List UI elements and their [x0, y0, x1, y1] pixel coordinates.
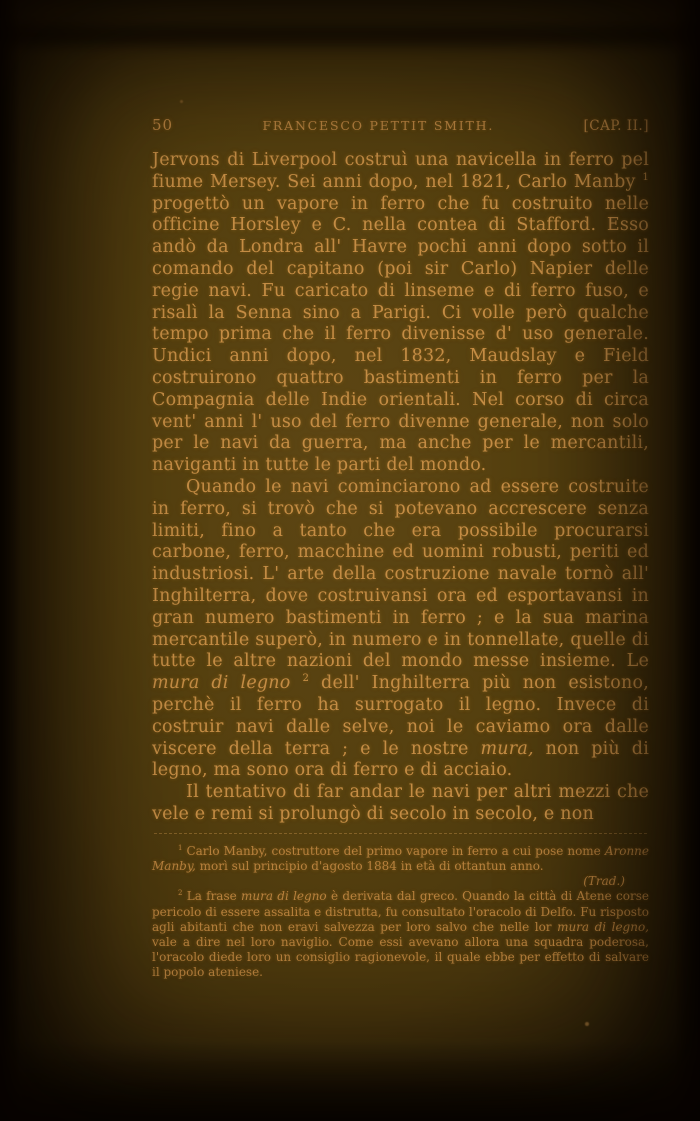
footnote-1: $^1$ Carlo Manby, costruttore del primo vapore in ferro a cui pose nome Aronne Manby, morì sul principio d'agosto 1884 in età di ottantun anno. — [152, 843, 649, 873]
scan-speck — [585, 1022, 589, 1026]
scan-artifact-right-band — [674, 0, 700, 1121]
body-paragraph: Il tentativo di far andar le navi per altri mezzi che vele e remi si prolungò di secolo in secolo, e non — [152, 782, 649, 824]
footnotes-section — [152, 844, 649, 981]
translator-mark: (Trad.) — [583, 874, 625, 889]
page-number: 50 — [152, 116, 174, 134]
footnote-divider — [154, 833, 647, 834]
body-paragraph: Quando le navi cominciarono ad essere costruite in ferro, si trovò che si potevano accrescere senza limiti, fino a tanto che era possibile procurarsi carbone, ferro, macchine ed uomini robusti, periti ed industriosi. L' arte della costruzione navale tornò all' Inghilterra, dove costruivansi ora ed esportavansi in gran numero bastimenti in ferro ; e la sua marina mercantile superò, in numero e in tonnellate, quelle di tutte le altre nazioni del mondo messe insieme. Le mura di legno $^2$ dell' Inghilterra più non esistono, perchè il ferro ha surrogato il legno. Invece di costruir navi dalle selve, noi le caviamo ora dalle viscere della terra ; e le nostre mura, non più di legno, ma sono ora di ferro e di acciaio. — [152, 476, 649, 781]
chapter-label: [CAP. II.] — [583, 118, 649, 134]
scan-artifact-left-band — [0, 0, 20, 1121]
body-text — [152, 150, 649, 826]
page-header — [152, 116, 649, 134]
page-content — [152, 116, 649, 981]
footnote-2: $^2$ La frase mura di legno è derivata dal greco. Quando la città di Atene corse pericolo di essere assalita e distrutta, fu consultato l'oracolo di Delfo. Fu risposto agli abitanti che non eravi salvezza per loro salvo che nelle lor mura di legno, vale a dire nel loro naviglio. Come essi avevano allora una squadra poderosa, l'oracolo diede loro un consiglio ragionevole, il quale ebbe per effetto di salvare il popolo ateniese. — [152, 889, 649, 980]
running-title: FRANCESCO PETTIT SMITH. — [262, 118, 495, 133]
scan-artifact-bottom-band — [0, 1041, 700, 1121]
scan-speck — [180, 100, 183, 103]
body-paragraph: Jervons di Liverpool costruì una navicella in ferro pel fiume Mersey. Sei anni dopo, nel 1821, Carlo Manby $^1$ progettò un vapore in ferro che fu costruito nelle officine Horsley e C. nella contea di Stafford. Esso andò da Londra all' Havre pochi anni dopo sotto il comando del capitano (poi sir Carlo) Napier delle regie navi. Fu caricato di linseme e di ferro fuso, e risalì la Senna sino a Parigi. Ci volle però qualche tempo prima che il ferro divenisse d' uso generale. Undici anni dopo, nel 1832, Maudslay e Field costruirono quattro bastimenti in ferro per la Compagnia delle Indie orientali. Nel corso di circa vent' anni l' uso del ferro divenne generale, non solo per le navi da guerra, ma anche per le mercantili, naviganti in tutte le parti del mondo. — [152, 150, 649, 476]
scan-artifact-top-band — [0, 24, 700, 46]
